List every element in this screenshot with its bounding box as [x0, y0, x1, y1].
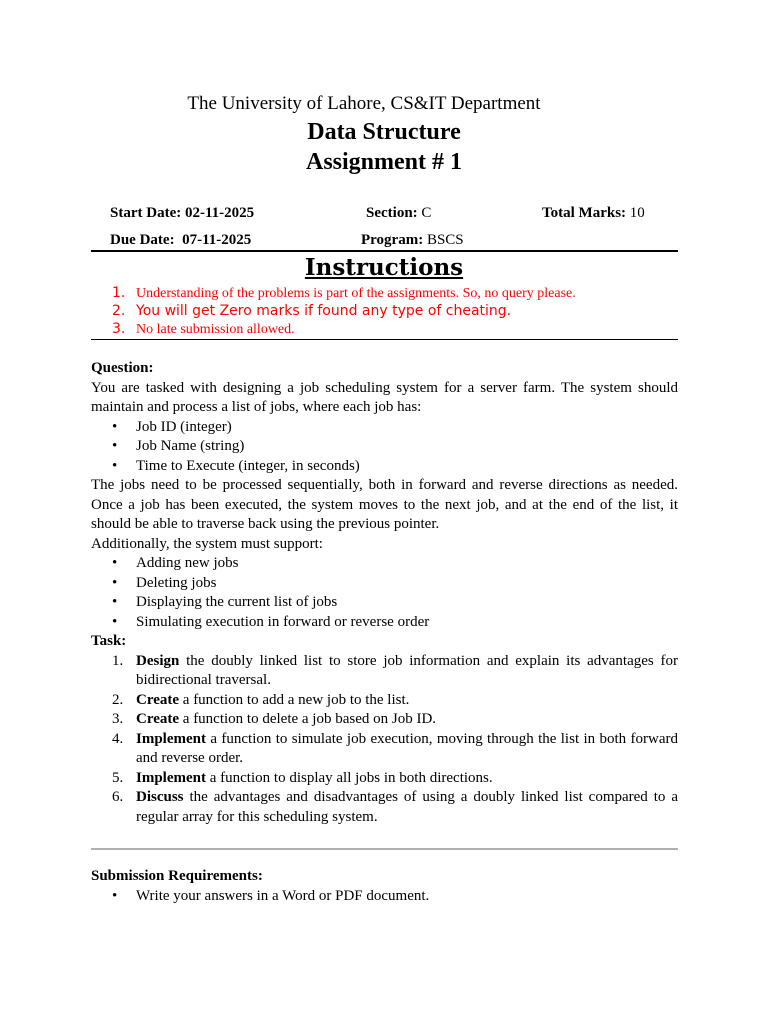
task-list [91, 652, 678, 828]
start-date-label: Start Date: [110, 205, 182, 221]
instruction-text: You will get Zero marks if found any type of cheating. [136, 303, 512, 319]
total-marks-label: Total Marks: [542, 205, 627, 221]
total-marks [542, 205, 645, 222]
task-item [91, 788, 678, 827]
instruction-number: 3. [112, 321, 126, 337]
department-title: The University of Lahore, CS&IT Department [187, 93, 541, 114]
question-paragraph: The jobs need to be processed sequentially, both in forward and reverse directions as needed. Once a job has been executed, the system moves to the next job, and at the end of the list, it should be able to traverse back using the previous pointer. [91, 477, 678, 532]
due-date-value: 07-11-2025 [182, 232, 252, 248]
list-item: • Time to Execute (integer, in seconds) [91, 457, 678, 477]
task-text: a function to add a new job to the list. [179, 691, 410, 708]
list-item: • Job Name (string) [91, 437, 678, 457]
instruction-text: Understanding of the problems is part of the assignments. So, no query please. [136, 286, 576, 301]
section [366, 205, 431, 222]
task-number: 4. [112, 730, 124, 747]
instruction-item [112, 320, 576, 338]
instruction-text: No late submission allowed. [136, 322, 295, 337]
instruction-item [112, 302, 576, 320]
question-intro: You are tasked with designing a job scheduling system for a server farm. The system should maintain and process a list of jobs, where each job has: [91, 379, 678, 415]
due-date-label: Due Date: [110, 232, 175, 248]
question-section [91, 359, 678, 827]
list-item: • Write your answers in a Word or PDF document. [91, 887, 678, 907]
task-verb: Implement [136, 730, 206, 747]
list-item: • Deleting jobs [91, 574, 678, 594]
task-verb: Create [136, 711, 180, 727]
section-divider [91, 848, 678, 850]
task-text: a function to simulate job execution, moving through the list in both forward and reverse order. [136, 730, 678, 766]
task-item [91, 730, 678, 769]
task-item [91, 710, 678, 730]
list-item: • Displaying the current list of jobs [91, 593, 678, 613]
total-marks-value: 10 [629, 205, 645, 221]
assignment-title: Assignment # 1 [305, 149, 462, 175]
job-fields-list [91, 418, 678, 477]
task-text: the advantages and disadvantages of using a doubly linked list compared to a regular array for this scheduling system. [136, 789, 678, 825]
task-item [91, 652, 678, 691]
submission-heading: Submission Requirements: [91, 868, 263, 884]
instruction-number: 2. [112, 303, 126, 319]
support-list [91, 554, 678, 632]
instructions-list [112, 284, 576, 338]
task-heading: Task: [91, 633, 127, 649]
task-verb: Create [136, 691, 180, 708]
task-item [91, 691, 678, 711]
section-label: Section: [366, 205, 418, 221]
task-text: a function to display all jobs in both directions. [206, 769, 493, 786]
divider [91, 250, 678, 252]
program-value: BSCS [426, 232, 464, 248]
task-verb: Implement [136, 769, 206, 786]
start-date [110, 205, 254, 222]
task-number: 1. [112, 652, 124, 669]
instruction-item [112, 284, 576, 302]
course-title: Data Structure [307, 119, 461, 145]
list-item: • Job ID (integer) [91, 418, 678, 438]
program [361, 232, 464, 249]
question-paragraph: Additionally, the system must support: [91, 535, 323, 552]
task-text: a function to delete a job based on Job ID. [179, 711, 437, 727]
submission-section [91, 867, 678, 906]
task-text: the doubly linked list to store job information and explain its advantages for bidirectional traversal. [136, 652, 678, 688]
task-verb: Design [136, 652, 180, 669]
instructions-title: Instructions [304, 254, 464, 281]
instruction-number: 1. [112, 285, 126, 301]
task-verb: Discuss [136, 789, 184, 805]
task-number: 3. [112, 711, 124, 727]
task-number: 6. [112, 789, 124, 805]
task-number: 5. [112, 769, 124, 786]
list-item: • Simulating execution in forward or reverse order [91, 613, 678, 633]
program-label: Program: [361, 232, 424, 248]
question-heading: Question: [91, 360, 154, 376]
task-item [91, 769, 678, 789]
section-value: C [421, 205, 432, 221]
due-date [110, 232, 251, 249]
start-date-value: 02-11-2025 [184, 205, 255, 221]
task-number: 2. [112, 691, 124, 708]
list-item: • Adding new jobs [91, 554, 678, 574]
submission-list [91, 887, 678, 907]
divider [91, 339, 678, 340]
